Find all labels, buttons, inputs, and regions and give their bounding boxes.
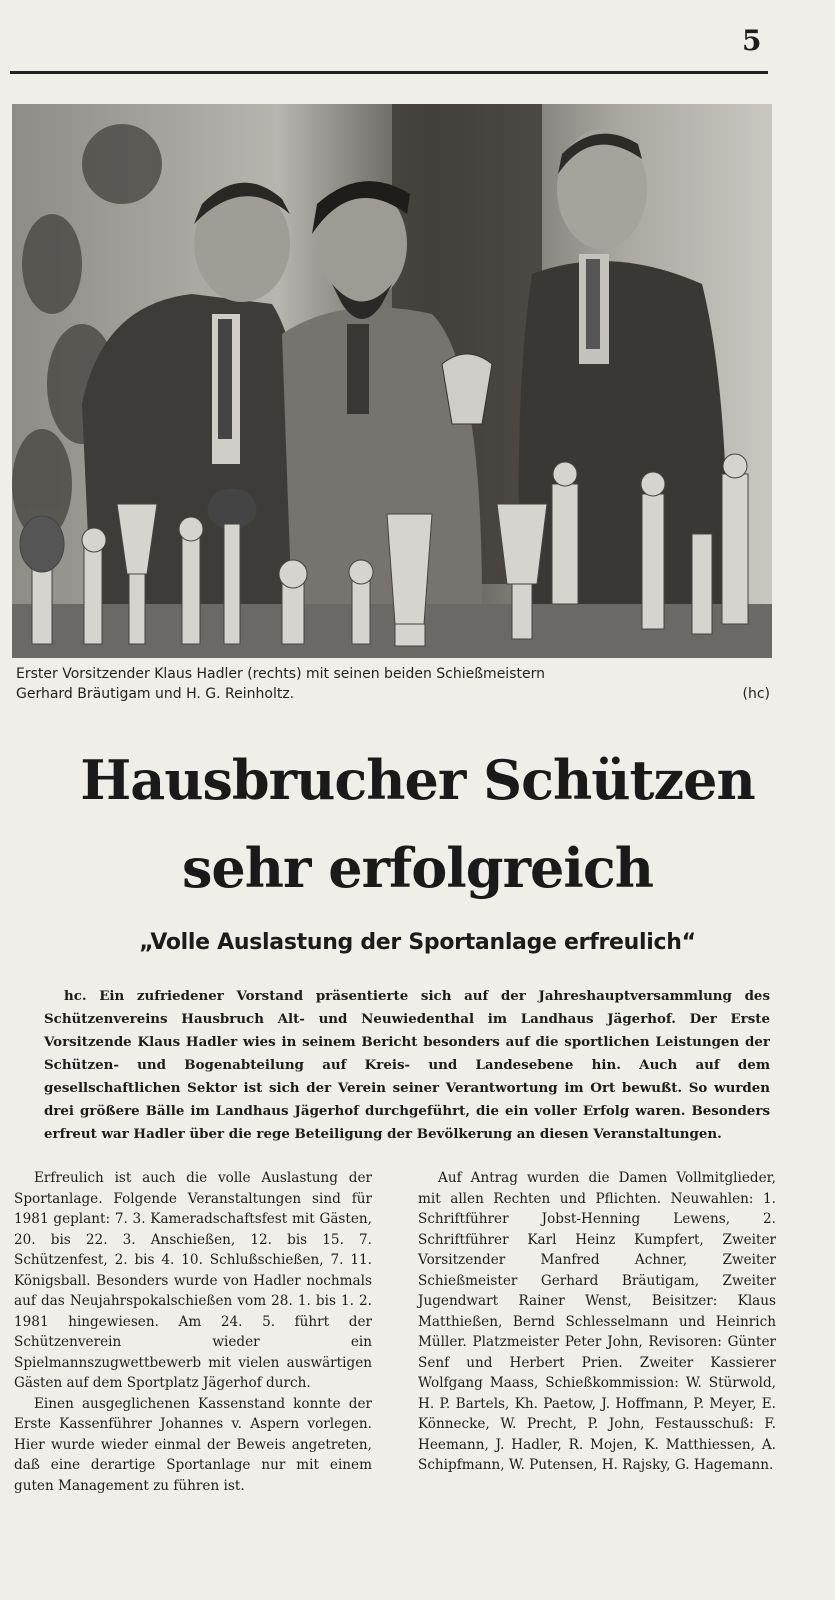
- lead-paragraph: hc. Ein zufriedener Vorstand präsentierte sich auf der Jahreshauptversammlung des Schützenvereins Hausbruch Alt- und Neuwiedenthal im Landhaus Jägerhof. Der Erste Vorsitzende Klaus Hadler wies in seinem Bericht besonders auf die sportlichen Leistungen der Schützen- und Bogenabteilung auf Kreis- und Landesebene hin. Auch auf dem gesellschaftlichen Sektor ist sich der Verein seiner Verantwortung im Ort bewußt. So wurden drei größere Bälle im Landhaus Jägerhof durchgeführt, die ein voller Erfolg waren. Besonders erfreut war Hadler über die rege Beteiligung der Bevölkerung an diesen Veranstaltungen.: [44, 988, 770, 1142]
- headline-line-2: sehr erfolgreich: [181, 836, 654, 900]
- paragraph: Einen ausgeglichenen Kassenstand konnte der Erste Kassenführer Johannes v. Aspern vorlegen. Hier wurde wieder einmal der Beweis angetreten, daß eine derartige Sportanlage nur mit einem guten Management zu führen ist.: [14, 1395, 372, 1494]
- paragraph: Auf Antrag wurden die Damen Vollmitglieder, mit allen Rechten und Pflichten. Neuwahlen: 1. Schriftführer Jobst-Henning Lewens, 2. Schriftführer Karl Heinz Kumpfert, Zweiter Vorsitzender Manfred Achner, Zweiter Schießmeister Gerhard Bräutigam, Zweiter Jugendwart Rainer Wenst, Beisitzer: Klaus Matthießen, Bernd Schlesselmann und Heinrich Müller. Platzmeister Peter John, Revisoren: Günter Senf und Herbert Prien. Zweiter Kassierer Wolfgang Maass, Schießkommission: W. Stürwold, H. P. Bartels, Kh. Paetow, J. Hoffmann, P. Meyer, E. Könnecke, W. Precht, P. John, Festausschuß: F. Heemann, J. Hadler, R. Mojen, K. Matthiessen, A. Schipfmann, W. Putensen, H. Rajsky, G. Hagemann.: [418, 1170, 776, 1473]
- photo-illustration: [12, 104, 772, 658]
- page-number: 5: [742, 24, 762, 57]
- headline: [0, 736, 835, 912]
- photo-credit: (hc): [742, 686, 770, 702]
- article-photo: [12, 104, 772, 658]
- headline-line-1: Hausbrucher Schützen: [80, 748, 755, 812]
- top-rule: [10, 71, 768, 74]
- paragraph: Erfreulich ist auch die volle Auslastung der Sportanlage. Folgende Veranstaltungen sind für 1981 geplant: 7. 3. Kameradschaftsfest mit Gästen, 20. bis 22. 3. Anschießen, 12. bis 15. 7. Schützenfest, 2. bis 4. 10. Schlußschießen, 7. 11. Königsball. Besonders wurde von Hadler nochmals auf das Neujahrspokalschießen vom 28. 1. bis 1. 2. 1981 hingewiesen. Am 24. 5. führt der Schützenverein wieder ein Spielmannszugwettbewerb mit vielen auswärtigen Gästen auf dem Sportplatz Jägerhof durch.: [14, 1170, 372, 1391]
- caption-line-2: Gerhard Bräutigam und H. G. Reinholtz.: [16, 686, 295, 702]
- caption-line-1: Erster Vorsitzender Klaus Hadler (rechts) mit seinen beiden Schießmeistern: [16, 666, 545, 682]
- column-left: [14, 1168, 372, 1496]
- subheadline: „Volle Auslastung der Sportanlage erfreulich“: [139, 930, 696, 955]
- caption-line-2-row: [16, 684, 770, 704]
- photo-caption: [16, 664, 770, 704]
- column-right: [418, 1168, 776, 1476]
